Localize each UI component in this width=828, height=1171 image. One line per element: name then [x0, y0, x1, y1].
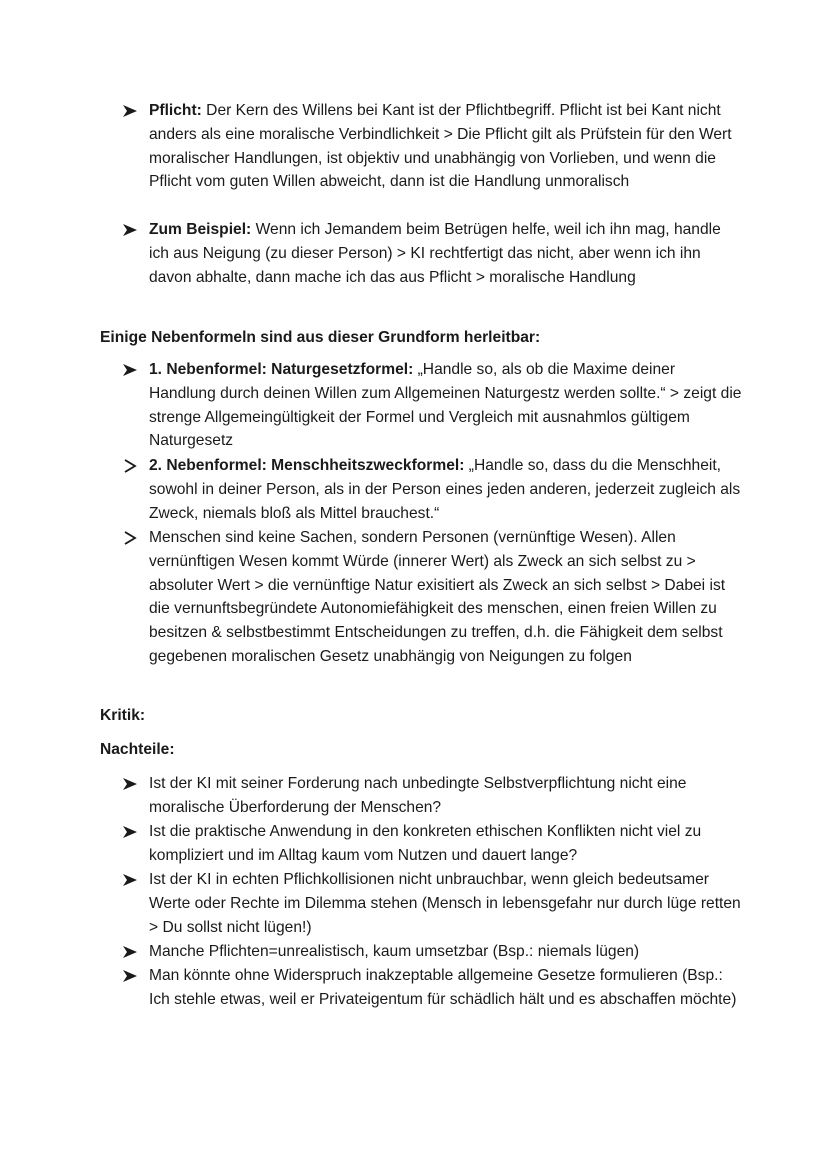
heading-kritik: Kritik:	[100, 707, 146, 724]
bullet-text: Menschen sind keine Sachen, sondern Personen (vernünftige Wesen). Allen vernünftigen Wesen kommt Würde (innerer Wert) als Zweck an sich selbst zu > absoluter Wert > die vernünftige Natur exisitiert als Zweck an sich selbst > Dabei ist die vernunftsbegründete Autonomiefähigkeit des menschen, einen freien Willen zu besitzen & selbstbestimmt Entscheidungen zu treffen, d.h. die Fähigkeit dem selbst gegebenen moralischen Gesetz unabhängig von Neigungen zu folgen	[149, 529, 726, 665]
bullet-pflichtkollisionen	[122, 868, 742, 939]
bullet-pflicht	[122, 99, 742, 194]
heading-nebenformeln: Einige Nebenformeln sind aus dieser Grundform herleitbar:	[100, 329, 541, 346]
bullet-text: Man könnte ohne Widerspruch inakzeptable allgemeine Gesetze formulieren (Bsp.: Ich stehle etwas, weil er Privateigentum für schädlich hält und es abschaffen möchte)	[149, 967, 737, 1008]
bullet-text: Ist die praktische Anwendung in den konkreten ethischen Konflikten nicht viel zu kompliziert und im Alltag kaum vom Nutzen und dauert lange?	[149, 823, 702, 864]
bullet-naturgesetzformel	[122, 358, 742, 453]
bullet-bold: Zum Beispiel:	[149, 221, 252, 238]
arrow-bullet-icon	[122, 218, 140, 242]
arrow-bullet-icon	[122, 940, 140, 964]
arrow-bullet-icon	[122, 772, 140, 796]
chevron-bullet-icon	[122, 526, 140, 550]
arrow-bullet-icon	[122, 358, 140, 382]
heading-nachteile: Nachteile:	[100, 741, 175, 758]
arrow-bullet-icon	[122, 99, 140, 123]
bullet-zum-beispiel	[122, 218, 742, 289]
chevron-bullet-icon	[122, 454, 140, 478]
bullet-bold: 1. Nebenformel: Naturgesetzformel:	[149, 361, 414, 378]
arrow-bullet-icon	[122, 868, 140, 892]
bullet-text: Ist der KI mit seiner Forderung nach unbedingte Selbstverpflichtung nicht eine moralische Überforderung der Menschen?	[149, 775, 687, 816]
bullet-anwendung	[122, 820, 742, 868]
bullet-bold: 2. Nebenformel: Menschheitszweckformel:	[149, 457, 465, 474]
bullet-menschen-personen	[122, 526, 742, 669]
bullet-text: „Handle so, als ob die Maxime deiner Handlung durch deinen Willen zum Allgemeinen Naturgestz werden sollte.“ > zeigt die strenge Allgemeingültigkeit der Formel und Vergleich mit ausnahmlos gültigem Naturgesetz	[149, 361, 742, 450]
bullet-ueberforderung	[122, 772, 742, 820]
bullet-widerspruch	[122, 964, 742, 1012]
bullet-unrealistisch	[122, 940, 742, 964]
bullet-menschheitszweckformel	[122, 454, 742, 525]
arrow-bullet-icon	[122, 820, 140, 844]
bullet-text: „Handle so, dass du die Menschheit, sowohl in deiner Person, als in der Person eines jeden anderen, jederzeit zugleich als Zweck, niemals bloß als Mittel brauchest.“	[149, 457, 741, 522]
bullet-text: Wenn ich Jemandem beim Betrügen helfe, weil ich ihn mag, handle ich aus Neigung (zu dieser Person) > KI rechtfertigt das nicht, aber wenn ich ihn davon abhalte, dann mache ich das aus Pflicht > moralische Handlung	[149, 221, 721, 286]
arrow-bullet-icon	[122, 964, 140, 988]
bullet-text: Der Kern des Willens bei Kant ist der Pflichtbegriff. Pflicht ist bei Kant nicht anders als eine moralische Verbindlichkeit > Die Pflicht gilt als Prüfstein für den Wert moralischer Handlungen, ist objektiv und unabhängig von Vorlieben, und wenn die Pflicht vom guten Willen abweicht, dann ist die Handlung unmoralisch	[149, 102, 732, 191]
bullet-text: Ist der KI in echten Pflichkollisionen nicht unbrauchbar, wenn gleich bedeutsamer Werte oder Rechte im Dilemma stehen (Mensch in lebensgefahr nur durch lüge retten > Du sollst nicht lügen!)	[149, 871, 741, 936]
bullet-text: Manche Pflichten=unrealistisch, kaum umsetzbar (Bsp.: niemals lügen)	[149, 943, 640, 960]
bullet-bold: Pflicht:	[149, 102, 202, 119]
